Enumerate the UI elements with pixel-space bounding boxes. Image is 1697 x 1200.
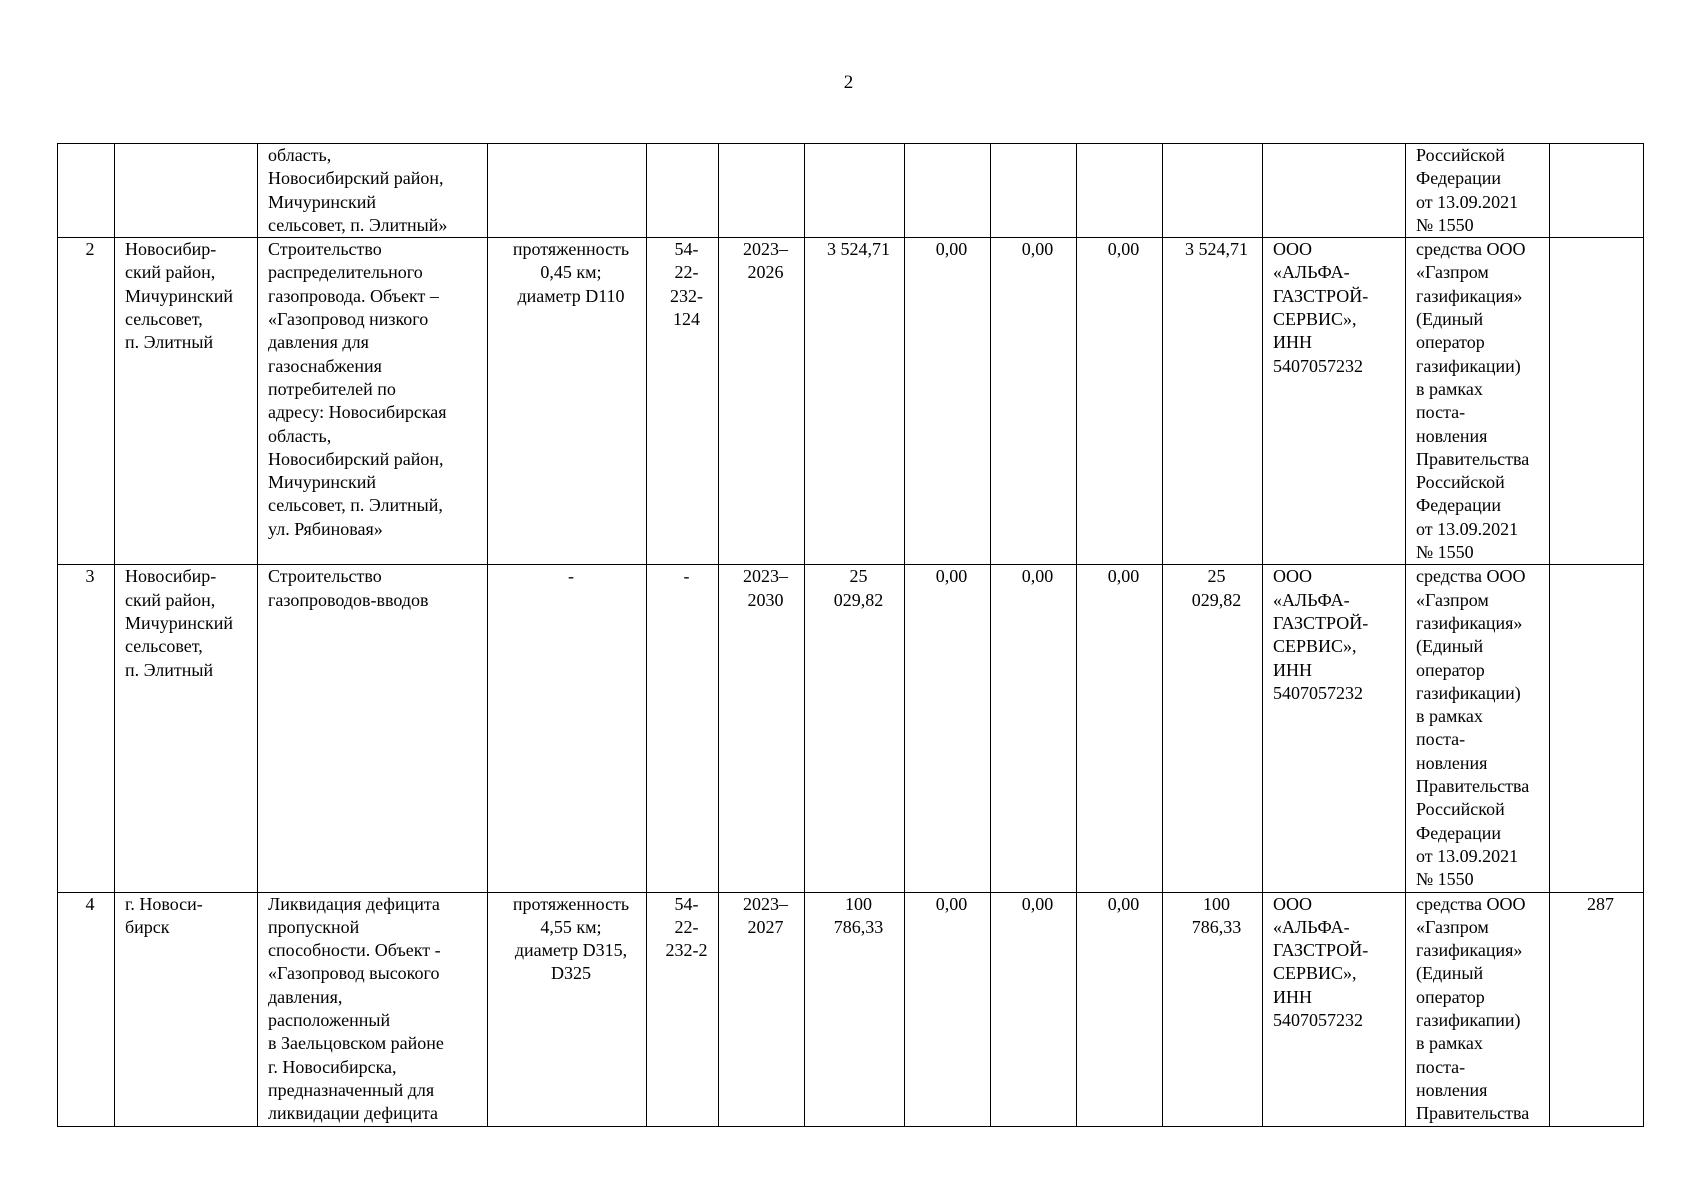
cell-code bbox=[647, 144, 719, 238]
cell-value-3: 0,00 bbox=[1077, 565, 1163, 892]
cell-description: Ликвидация дефицита пропускной способности. Объект - «Газопровод высокого давления, расположенный в Заельцовском районе г. Новосибирска, предназначенный для ликвидации дефицита bbox=[258, 892, 488, 1126]
cell-value-1: 0,00 bbox=[905, 238, 991, 565]
cell-last bbox=[1550, 238, 1644, 565]
cell-value-2: 0,00 bbox=[991, 892, 1077, 1126]
cell-code: 54- 22- 232- 124 bbox=[647, 238, 719, 565]
cell-territory: Новосибир- ский район, Мичуринский сельсовет, п. Элитный bbox=[115, 238, 258, 565]
cell-number: 3 bbox=[58, 565, 115, 892]
page-number: 2 bbox=[843, 72, 854, 93]
cell-executor bbox=[1263, 144, 1406, 238]
cell-value-4: 25 029,82 bbox=[1163, 565, 1263, 892]
cell-characteristics: протяженность 4,55 км; диаметр D315, D325 bbox=[488, 892, 647, 1126]
cell-last bbox=[1550, 565, 1644, 892]
cell-value-1 bbox=[905, 144, 991, 238]
cell-period bbox=[719, 144, 805, 238]
cell-value-1: 0,00 bbox=[905, 892, 991, 1126]
cell-characteristics: - bbox=[488, 565, 647, 892]
cell-number bbox=[58, 144, 115, 238]
cell-code: 54- 22- 232-2 bbox=[647, 892, 719, 1126]
cell-period: 2023– 2027 bbox=[719, 892, 805, 1126]
cell-code: - bbox=[647, 565, 719, 892]
cell-value-2: 0,00 bbox=[991, 565, 1077, 892]
cell-value-3 bbox=[1077, 144, 1163, 238]
cell-period: 2023– 2030 bbox=[719, 565, 805, 892]
cell-number: 2 bbox=[58, 238, 115, 565]
cell-total: 100 786,33 bbox=[805, 892, 905, 1126]
cell-source: Российской Федерации от 13.09.2021 № 1550 bbox=[1406, 144, 1550, 238]
cell-number: 4 bbox=[58, 892, 115, 1126]
cell-characteristics: протяженность 0,45 км; диаметр D110 bbox=[488, 238, 647, 565]
cell-source: средства ООО «Газпром газификация» (Единый оператор газификации) в рамках поста- новления Правительства Российской Федерации от 13.09.2021 № 1550 bbox=[1406, 238, 1550, 565]
cell-description: область, Новосибирский район, Мичуринский сельсовет, п. Элитный» bbox=[258, 144, 488, 238]
cell-value-4: 3 524,71 bbox=[1163, 238, 1263, 565]
cell-value-2: 0,00 bbox=[991, 238, 1077, 565]
cell-last bbox=[1550, 144, 1644, 238]
cell-value-3: 0,00 bbox=[1077, 238, 1163, 565]
cell-territory: г. Новоси- бирск bbox=[115, 892, 258, 1126]
cell-characteristics bbox=[488, 144, 647, 238]
cell-description: Строительство распределительного газопровода. Объект – «Газопровод низкого давления для газоснабжения потребителей по адресу: Новосибирская область, Новосибирский район, Мичуринский сельсовет, п. Элитный, ул. Рябиновая» bbox=[258, 238, 488, 565]
cell-source: средства ООО «Газпром газификация» (Единый оператор газификапии) в рамках поста- новления Правительства bbox=[1406, 892, 1550, 1126]
cell-total: 3 524,71 bbox=[805, 238, 905, 565]
table-row bbox=[58, 565, 1644, 892]
cell-last: 287 bbox=[1550, 892, 1644, 1126]
table-row bbox=[58, 238, 1644, 565]
cell-total: 25 029,82 bbox=[805, 565, 905, 892]
cell-executor: ООО «АЛЬФА- ГАЗСТРОЙ- СЕРВИС», ИНН 5407057232 bbox=[1263, 892, 1406, 1126]
cell-value-2 bbox=[991, 144, 1077, 238]
table-row bbox=[58, 892, 1644, 1126]
table-row bbox=[58, 144, 1644, 238]
cell-value-3: 0,00 bbox=[1077, 892, 1163, 1126]
cell-description: Строительство газопроводов-вводов bbox=[258, 565, 488, 892]
cell-value-4 bbox=[1163, 144, 1263, 238]
cell-source: средства ООО «Газпром газификация» (Единый оператор газификации) в рамках поста- новления Правительства Российской Федерации от 13.09.2021 № 1550 bbox=[1406, 565, 1550, 892]
cell-value-4: 100 786,33 bbox=[1163, 892, 1263, 1126]
cell-territory bbox=[115, 144, 258, 238]
cell-executor: ООО «АЛЬФА- ГАЗСТРОЙ- СЕРВИС», ИНН 5407057232 bbox=[1263, 238, 1406, 565]
cell-total bbox=[805, 144, 905, 238]
cell-period: 2023– 2026 bbox=[719, 238, 805, 565]
cell-executor: ООО «АЛЬФА- ГАЗСТРОЙ- СЕРВИС», ИНН 5407057232 bbox=[1263, 565, 1406, 892]
investment-table bbox=[57, 143, 1644, 1127]
cell-value-1: 0,00 bbox=[905, 565, 991, 892]
cell-territory: Новосибир- ский район, Мичуринский сельсовет, п. Элитный bbox=[115, 565, 258, 892]
